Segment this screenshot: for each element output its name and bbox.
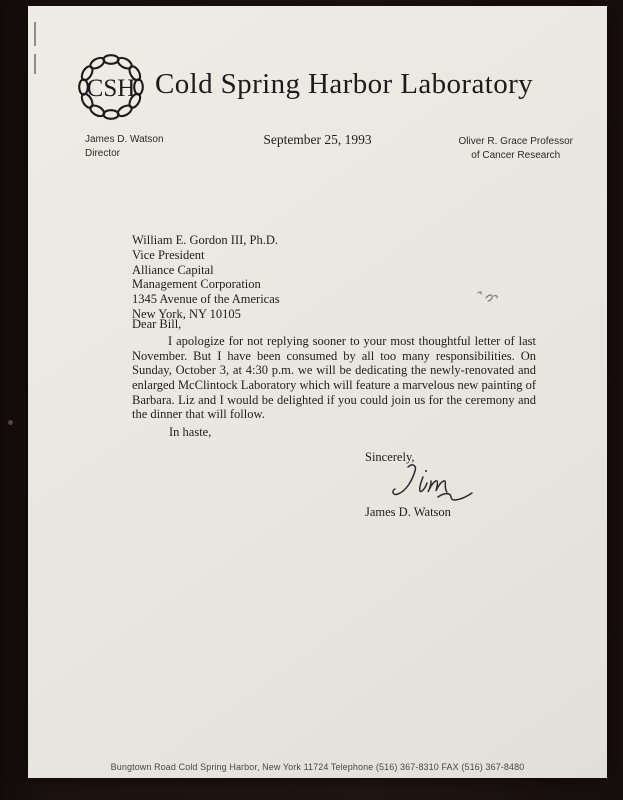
typed-signature-name: James D. Watson [365, 505, 451, 519]
professorship-line-1: Oliver R. Grace Professor [458, 136, 573, 147]
csh-logo [74, 50, 148, 124]
sender-name: James D. Watson [85, 134, 164, 145]
professorship-line-2: of Cancer Research [471, 149, 561, 161]
letter-date: September 25, 1993 [263, 132, 372, 147]
handwritten-signature [378, 460, 488, 506]
professorship-block [459, 135, 573, 162]
recipient-address [132, 233, 280, 322]
csh-logo-text: CSH [86, 75, 136, 102]
closing-informal: In haste, [169, 425, 212, 439]
organization-name: Cold Spring Harbor Laboratory [155, 68, 534, 100]
recipient-line: William E. Gordon III, Ph.D. [132, 233, 279, 247]
letter-paragraph: I apologize for not replying sooner to your most thoughtful letter of last November. But I have been consumed by all too many responsibilities. On Sunday, October 3, at 4:30 p.m. we will be dedicating the newly-renovated and enlarged McClintock Laboratory which will feature a marvelous new painting of Barbara. Liz and I would be delighted if you could join us for the ceremony and the dinner that will follow. [132, 334, 536, 422]
scan-speck [8, 420, 13, 425]
staple-mark [34, 22, 36, 46]
letter-page [28, 6, 607, 778]
recipient-line: Management Corporation [132, 277, 261, 292]
footer-address: Bungtown Road Cold Spring Harbor, New York 11724 Telephone (516) 367-8310 FAX (516) 367-8480 [110, 762, 525, 772]
staple-mark [34, 54, 36, 74]
recipient-line: New York, NY 10105 [132, 306, 241, 321]
recipient-line: Alliance Capital [132, 262, 214, 277]
closing: Sincerely, [365, 450, 415, 464]
recipient-line: 1345 Avenue of the Americas [132, 292, 280, 306]
salutation: Dear Bill, [132, 317, 182, 331]
pencil-mark [476, 289, 502, 305]
sender-title: Director [85, 147, 121, 159]
recipient-line: Vice President [132, 247, 205, 262]
